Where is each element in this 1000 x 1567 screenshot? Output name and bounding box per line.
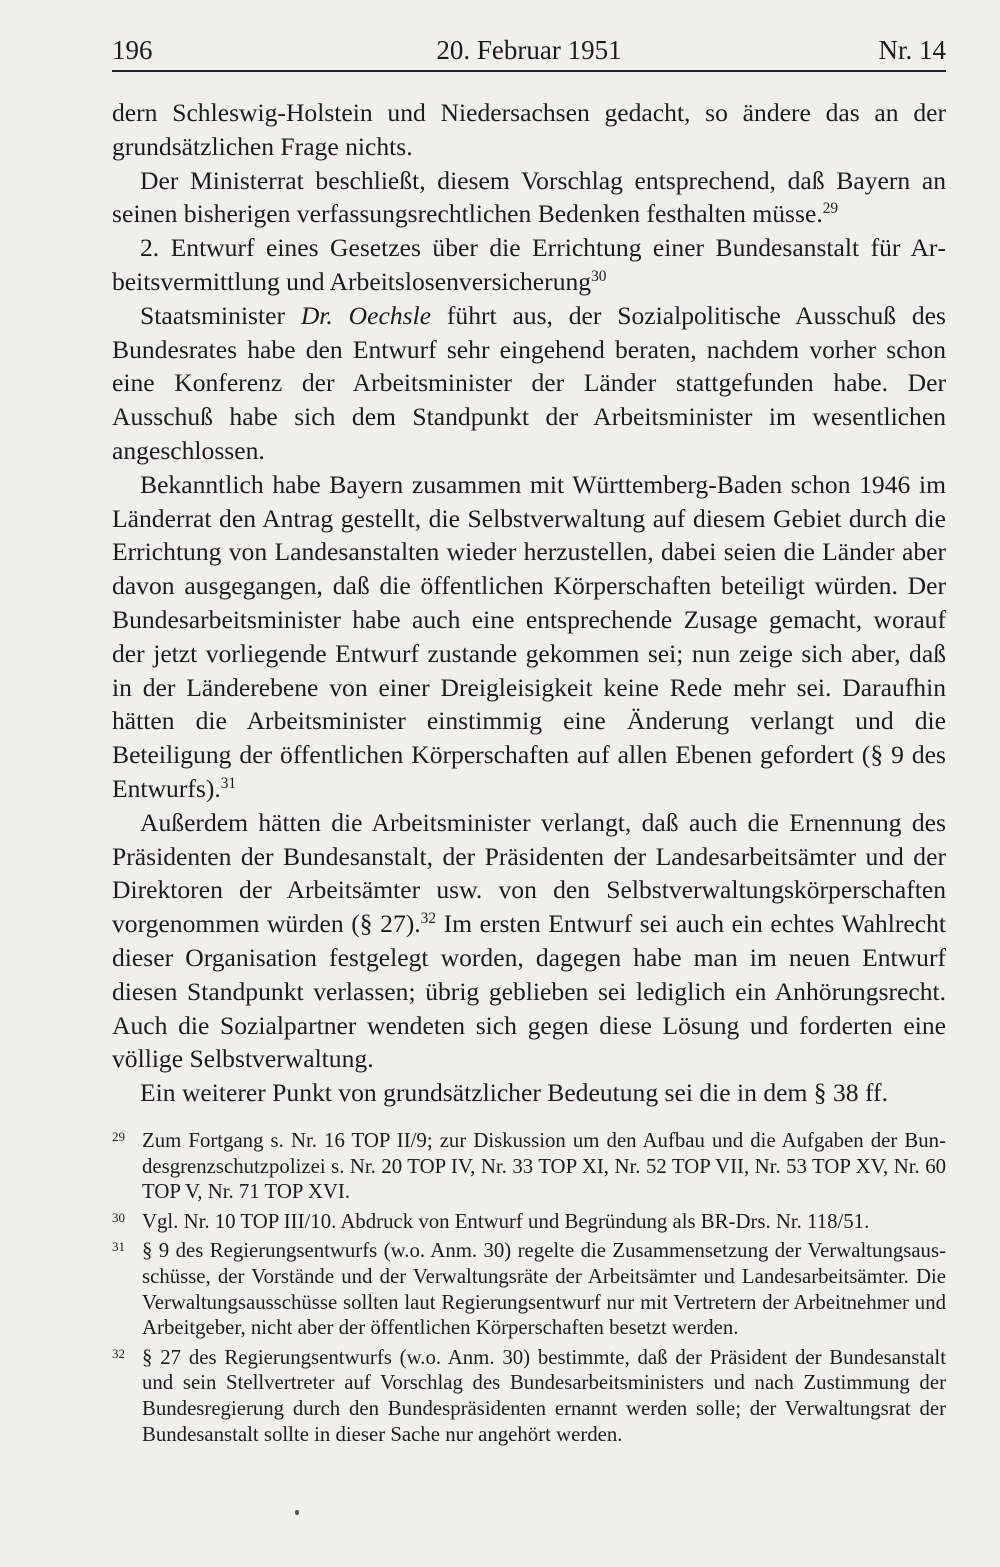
speaker-name: Dr. Oechsle xyxy=(300,300,432,330)
footnote-29 xyxy=(112,1128,946,1205)
footnote-number: 31 xyxy=(112,1239,125,1255)
header-date: 20. Februar 1951 xyxy=(436,35,622,65)
footnote-text: Vgl. Nr. 10 TOP III/10. Abdruck von Entwurf und Begründung als BR-Drs. Nr. 118/51. xyxy=(142,1209,870,1233)
paragraph-1: dern Schleswig-Holstein und Niedersachsen gedacht, so ändere das an der grundsätzlichen Frage nichts. xyxy=(112,98,946,161)
running-header xyxy=(112,30,946,70)
footnote-text: § 9 des Regierungsentwurfs (w.o. Anm. 30) regelte die Zusammensetzung der Verwaltungsausschüsse, der Vorstände und der Verwaltungsräte der Arbeitsämter und Landesarbeitsämter. Die Verwaltungsausschüsse sollten laut Regierungsentwurf nur mit Vertretern der Arbeitnehmer und Arbeitgeber, nicht aber der öffentlichen Körperschaften besetzt werden. xyxy=(142,1239,946,1340)
paragraph-7: Ein weiterer Punkt von grundsätzlicher Bedeutung sei die in dem § 38 ff. xyxy=(140,1078,888,1108)
footnote-30 xyxy=(112,1209,946,1235)
footnote-text: Zum Fortgang s. Nr. 16 TOP II/9; zur Diskussion um den Aufbau und die Aufgaben der Bundesgrenzschutzpolizei s. Nr. 20 TOP IV, Nr. 33 TOP XI, Nr. 52 TOP VII, Nr. 53 TOP XV, Nr. 60 TOP V, Nr. 71 TOP XVI. xyxy=(142,1129,946,1204)
footnote-ref-31[interactable]: 31 xyxy=(220,774,237,792)
footnote-31 xyxy=(112,1238,946,1340)
paragraph-4: Staatsminister Dr. Oechsle führt aus, der Sozialpolitische Ausschuß des Bundesrates habe den Entwurf sehr eingehend beraten, nachdem vorher schon eine Konferenz der Arbeitsminister der Länder stattgefunden habe. Der Ausschuß habe sich dem Standpunkt der Arbeitsminister im wesentlichen angeschlossen. xyxy=(112,300,946,465)
issue-number: Nr. 14 xyxy=(878,35,946,65)
footnote-32 xyxy=(112,1345,946,1447)
footnote-number: 29 xyxy=(112,1129,125,1144)
paragraph-5: Bekanntlich habe Bayern zusammen mit Württemberg-Baden schon 1946 im Länderrat den Antrag gestellt, die Selbstverwaltung auf diesem Gebiet durch die Errichtung von Landesanstalten wieder herzustellen, dabei seien die Länder aber davon ausgegangen, daß die öffentlichen Körperschaften beteiligt würden. Der Bundesarbeitsminister habe auch eine entsprechende Zusage gemacht, worauf der jetzt vorliegende Entwurf zustande gekommen sei; nun zeige sich aber, daß in der Länderebene von einer Dreigleisigkeit keine Rede mehr sei. Daraufhin hätten die Arbeitsminister einstimmig eine Änderung verlangt und die Beteiligung der öffentlichen Körperschaften auf allen Ebenen gefordert (§ 9 des Entwurfs).$^{31}$ xyxy=(112,469,946,803)
footnote-ref-29[interactable]: 29 xyxy=(822,200,839,218)
footnotes xyxy=(112,1128,946,1451)
print-speck xyxy=(295,1510,299,1515)
footnote-number: 32 xyxy=(112,1345,125,1361)
footnote-text: § 27 des Regierungsentwurfs (w.o. Anm. 30) bestimmte, daß der Präsident der Bundesanstalt und sein Stellvertreter auf Vorschlag des Bundesarbeitsministers und nach Zustimmung der Bundesregierung durch den Bundespräsidenten ernannt werden solle; der Verwaltungsrat der Bundesanstalt sollte in dieser Sache nur angehört werden. xyxy=(142,1345,946,1446)
footnote-number: 30 xyxy=(112,1209,125,1225)
body-text xyxy=(112,96,946,1110)
paragraph-6: Außerdem hätten die Arbeitsminister verlangt, daß auch die Ernennung des Präsidenten der Bundesanstalt, der Präsidenten der Landesarbeitsämter und der Direktoren der Arbeitsämter usw. von den Selbstverwaltungskörperschaften vorgenommen würden (§ 27).$^{32}$ Im ersten Entwurf sei auch ein echtes Wahlrecht dieser Organisation festgelegt worden, dagegen habe man im neuen Entwurf diesen Standpunkt verlassen; übrig geblieben sei lediglich ein Anhörungsrecht. Auch die Sozialpartner wendeten sich gegen diese Lösung und forderten eine völlige Selbstverwaltung. xyxy=(112,807,946,1074)
footnote-ref-30[interactable]: 30 xyxy=(591,267,607,285)
paragraph-2: Der Ministerrat beschließt, diesem Vorschlag entsprechend, daß Bayern an seinen bisherigen verfassungsrechtlichen Bedenken festhalten müsse.$^{29}$ xyxy=(112,165,946,229)
footnote-ref-32[interactable]: 32 xyxy=(420,909,437,927)
page-number: 196 xyxy=(112,35,153,65)
header-rule xyxy=(112,70,946,72)
agenda-item-heading: 2. Entwurf eines Gesetzes über die Errichtung einer Bundesanstalt für Arbeitsvermittlung und Arbeitslosenversicherung$^{30}$ xyxy=(112,233,946,296)
